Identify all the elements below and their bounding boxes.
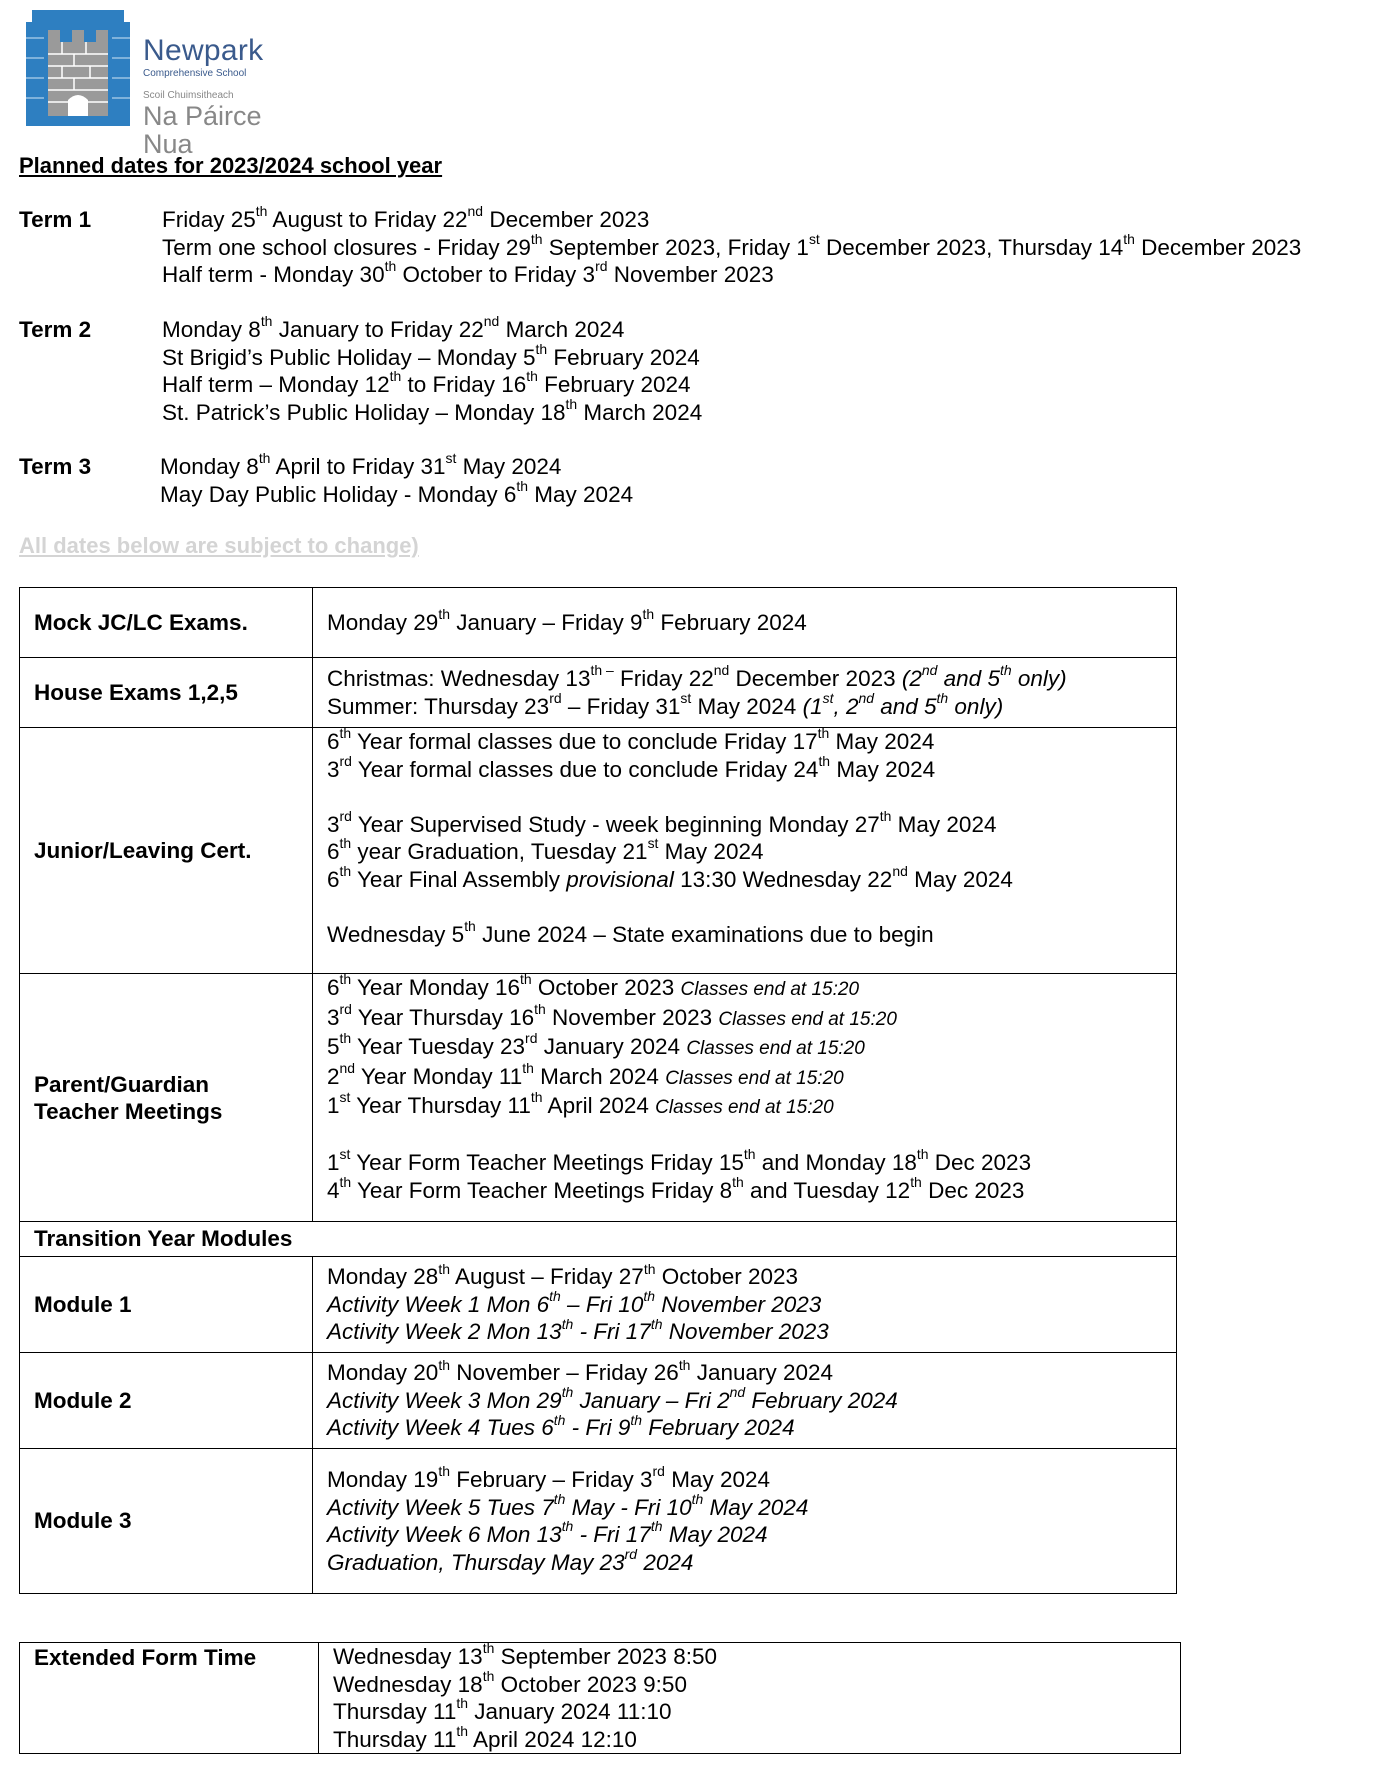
date-line: Thursday 11th January 2024 11:10 bbox=[333, 1695, 672, 1724]
date-line: Activity Week 5 Tues 7th May - Fri 10th May 2024 bbox=[327, 1490, 809, 1520]
date-line: Friday 25th August to Friday 22nd December 2023 bbox=[162, 203, 650, 232]
date-line: Half term - Monday 30th October to Friday 3rd November 2023 bbox=[162, 258, 774, 287]
date-line: Summer: Thursday 23rd – Friday 31st May 2024 (1st, 2nd and 5th only) bbox=[327, 689, 1004, 719]
date-line: 4th Year Form Teacher Meetings Friday 8th and Tuesday 12th Dec 2023 bbox=[327, 1173, 1025, 1203]
logo-irish-name: Na Páirce Nua bbox=[143, 101, 262, 159]
date-line: Activity Week 3 Mon 29th January – Fri 2nd February 2024 bbox=[327, 1384, 898, 1413]
row-label: Module 1 bbox=[20, 1257, 313, 1353]
date-line: Monday 19th February – Friday 3rd May 2024 bbox=[327, 1463, 770, 1492]
date-line: Monday 29th January – Friday 9th February 2024 bbox=[327, 606, 807, 635]
table-row bbox=[20, 974, 1177, 1222]
row-label: House Exams 1,2,5 bbox=[20, 658, 313, 728]
date-line: Activity Week 6 Mon 13th - Fri 17th May 2024 bbox=[327, 1518, 768, 1547]
date-line: Half term – Monday 12th to Friday 16th February 2024 bbox=[162, 368, 691, 397]
row-dates bbox=[313, 1449, 1177, 1594]
logo-subtitle: Comprehensive School bbox=[143, 68, 247, 79]
date-line: Wednesday 5th June 2024 – State examinations due to begin bbox=[327, 917, 934, 947]
date-line: 1st Year Thursday 11th April 2024 Classes end at 15:20 bbox=[327, 1089, 834, 1118]
date-line: Monday 8th April to Friday 31st May 2024 bbox=[160, 450, 562, 479]
date-line: 2nd Year Monday 11th March 2024 Classes end at 15:20 bbox=[327, 1059, 844, 1089]
date-line: Term one school closures - Friday 29th September 2023, Friday 1st December 2023, Thursday 14th December 2023 bbox=[162, 230, 1302, 260]
date-line: Monday 20th November – Friday 26th January 2024 bbox=[327, 1356, 834, 1386]
date-line: Activity Week 4 Tues 6th - Fri 9th February 2024 bbox=[327, 1411, 795, 1441]
row-label: Parent/Guardian Teacher Meetings bbox=[20, 974, 313, 1222]
row-dates bbox=[313, 658, 1177, 728]
table-row bbox=[20, 1353, 1177, 1449]
row-dates bbox=[313, 1257, 1177, 1353]
logo-name: Newpark bbox=[143, 34, 264, 67]
table-row bbox=[20, 588, 1177, 658]
date-line: Wednesday 18th October 2023 9:50 bbox=[333, 1667, 687, 1697]
table-row bbox=[20, 658, 1177, 728]
table-row bbox=[20, 1643, 1181, 1754]
schedule-table bbox=[19, 587, 1177, 1594]
page-title: Planned dates for 2023/2024 school year bbox=[19, 153, 443, 178]
row-label: Extended Form Time bbox=[20, 1643, 319, 1754]
date-line: Thursday 11th April 2024 12:10 bbox=[333, 1722, 637, 1752]
row-dates bbox=[319, 1640, 1181, 1754]
logo-irish-subtitle: Scoil Chuimsitheach bbox=[143, 90, 234, 101]
line-gap bbox=[327, 783, 1162, 811]
date-line: May Day Public Holiday - Monday 6th May 2024 bbox=[160, 477, 634, 507]
table-row bbox=[20, 1449, 1177, 1594]
row-dates bbox=[313, 588, 1177, 658]
extended-form-time-table bbox=[19, 1642, 1181, 1754]
term-dates bbox=[160, 450, 634, 508]
date-line: 6th Year Final Assembly provisional 13:30 Wednesday 22nd May 2024 bbox=[327, 862, 1013, 892]
date-line: Monday 8th January to Friday 22nd March 2024 bbox=[162, 313, 625, 342]
date-line: Wednesday 13th September 2023 8:50 bbox=[333, 1640, 717, 1669]
term-label: Term 2 bbox=[19, 317, 92, 342]
row-label: Module 2 bbox=[20, 1353, 313, 1449]
date-line: 3rd Year Thursday 16th November 2023 Classes end at 15:20 bbox=[327, 1000, 897, 1030]
table-row bbox=[20, 728, 1177, 974]
date-line: Activity Week 1 Mon 6th – Fri 10th November 2023 bbox=[327, 1288, 822, 1317]
line-gap bbox=[327, 893, 1162, 921]
date-line: 3rd Year formal classes due to conclude Friday 24th May 2024 bbox=[327, 752, 936, 782]
row-dates bbox=[313, 1353, 1177, 1449]
date-line: 6th Year formal classes due to conclude Friday 17th May 2024 bbox=[327, 725, 935, 754]
term-dates bbox=[162, 313, 703, 426]
date-line: Christmas: Wednesday $13^{th -}$ Friday 22nd December 2023 (2nd and 5th only) bbox=[327, 662, 1067, 691]
term-label: Term 3 bbox=[19, 454, 92, 479]
date-line: St Brigid’s Public Holiday – Monday 5th February 2024 bbox=[162, 340, 700, 370]
castle-crest-icon bbox=[26, 8, 130, 126]
date-line: 1st Year Form Teacher Meetings Friday 15th and Monday 18th Dec 2023 bbox=[327, 1146, 1032, 1175]
row-label: Module 3 bbox=[20, 1449, 313, 1594]
line-gap bbox=[327, 1122, 1162, 1150]
disclaimer-note: All dates below are subject to change) bbox=[19, 533, 419, 558]
term-label: Term 1 bbox=[19, 207, 92, 232]
date-line: 5th Year Tuesday 23rd January 2024 Classes end at 15:20 bbox=[327, 1030, 865, 1059]
date-line: Activity Week 2 Mon 13th - Fri 17th November 2023 bbox=[327, 1315, 829, 1345]
term-dates bbox=[162, 203, 1302, 289]
logo-wordmark bbox=[143, 36, 296, 158]
table-row bbox=[20, 1222, 1177, 1257]
section-header: Transition Year Modules bbox=[20, 1222, 1177, 1257]
date-line: Graduation, Thursday May 23rd 2024 bbox=[327, 1545, 694, 1575]
date-line: 6th year Graduation, Tuesday 21st May 2024 bbox=[327, 835, 764, 864]
school-logo bbox=[26, 8, 296, 159]
table-row bbox=[20, 1257, 1177, 1353]
date-line: St. Patrick’s Public Holiday – Monday 18th March 2024 bbox=[162, 395, 703, 425]
row-dates bbox=[313, 725, 1177, 974]
date-line: 6th Year Monday 16th October 2023 Classes end at 15:20 bbox=[327, 971, 860, 1000]
date-line: 3rd Year Supervised Study - week beginning Monday 27th May 2024 bbox=[327, 807, 997, 837]
row-label: Junior/Leaving Cert. bbox=[20, 728, 313, 974]
date-line: Monday 28th August – Friday 27th October 2023 bbox=[327, 1260, 799, 1290]
row-dates bbox=[313, 971, 1177, 1222]
row-label: Mock JC/LC Exams. bbox=[20, 588, 313, 658]
